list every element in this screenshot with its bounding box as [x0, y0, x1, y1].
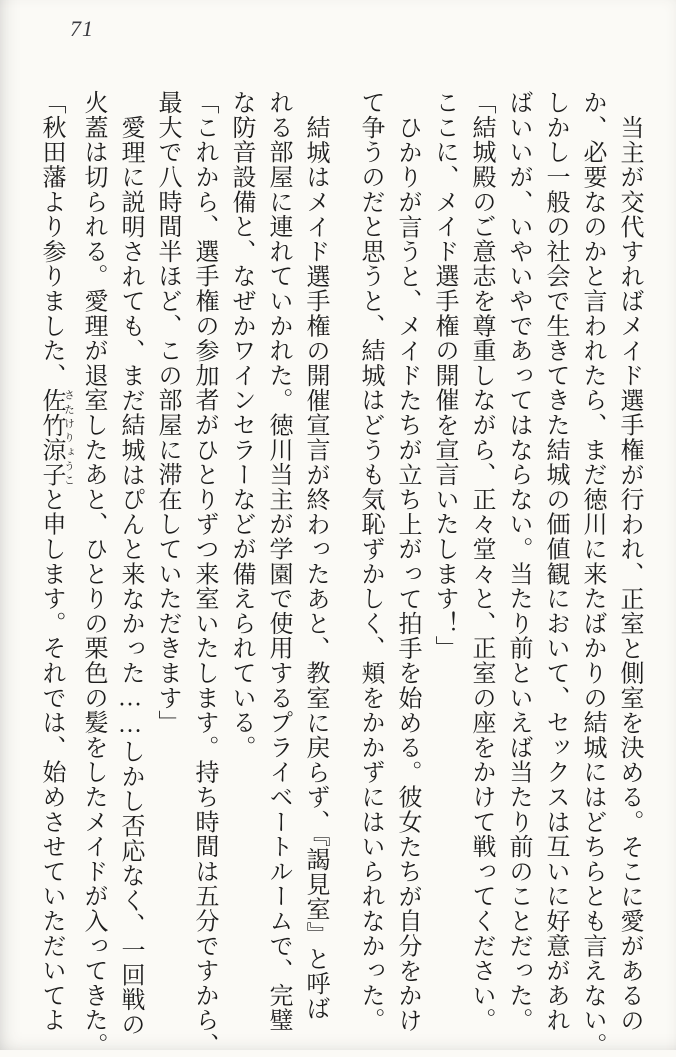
text-line: 火蓋は切られる。愛理が退室したあと、ひとりの栗色の髪をしたメイドが入ってきた。 — [80, 90, 106, 1057]
text-line: ひかりが言うと、メイドたちが立ち上がって拍手を始める。彼女たちが自分をかけ — [394, 115, 420, 1033]
furigana-annotated-name: 佐竹涼子 さたけりょうこ — [38, 387, 74, 487]
text-line: 最大で八時間半ほど、この部屋に滞在していただきます」 — [154, 90, 180, 735]
text-line: れる部屋に連れていかれた。徳川当主が学園で使用するプライベートルームで、完璧 — [265, 90, 291, 1033]
text-line: か、必要なのかと言われたら、まだ徳川に来たばかりの結城にはどちらとも言えない。 — [579, 90, 605, 1057]
novel-text-area — [32, 90, 647, 1057]
text-line: て争うのだと思うと、結城はどうも気恥ずかしく、頬をかかずにはいられなかった。 — [357, 90, 383, 1033]
text-line: ばいいが、いやいやであってはならない。当たり前といえば当たり前のことだった。 — [505, 90, 531, 1033]
text-line: 「これから、選手権の参加者がひとりずつ来室いたします。持ち時間は五分ですから、 — [191, 90, 217, 1057]
text-line: 「結城殿のご意志を尊重しながら、正々堂々と、正室の座をかけて戦ってください。 — [468, 90, 494, 1033]
text-line: 愛理に説明されても、まだ結城はぴんと来なかった……しかし否応なく、一回戦の — [117, 115, 143, 1037]
text-line: しかし一般の社会で生きてきた結城の価値観において、セックスは互いに好意があれ — [542, 90, 568, 1033]
furigana-reading: さたけりょうこ — [63, 387, 74, 487]
page-number: 71 — [70, 16, 94, 41]
text-line: 「秋田藩より参りました、佐竹涼子 さたけりょうこと申します。それでは、始めさせていただいてよ — [38, 90, 74, 1033]
text-line: 結城はメイド選手権の開催宣言が終わったあと、教室に戻らず、『謁見室』と呼ば — [302, 115, 328, 1021]
text-line: ここに、メイド選手権の開催を宣言いたします！」 — [431, 90, 457, 661]
text-line: な防音設備と、なぜかワインセラーなどが備えられている。 — [228, 90, 254, 760]
text-line: 当主が交代すればメイド選手権が行われ、正室と側室を決める。そこに愛があるの — [616, 115, 642, 1033]
